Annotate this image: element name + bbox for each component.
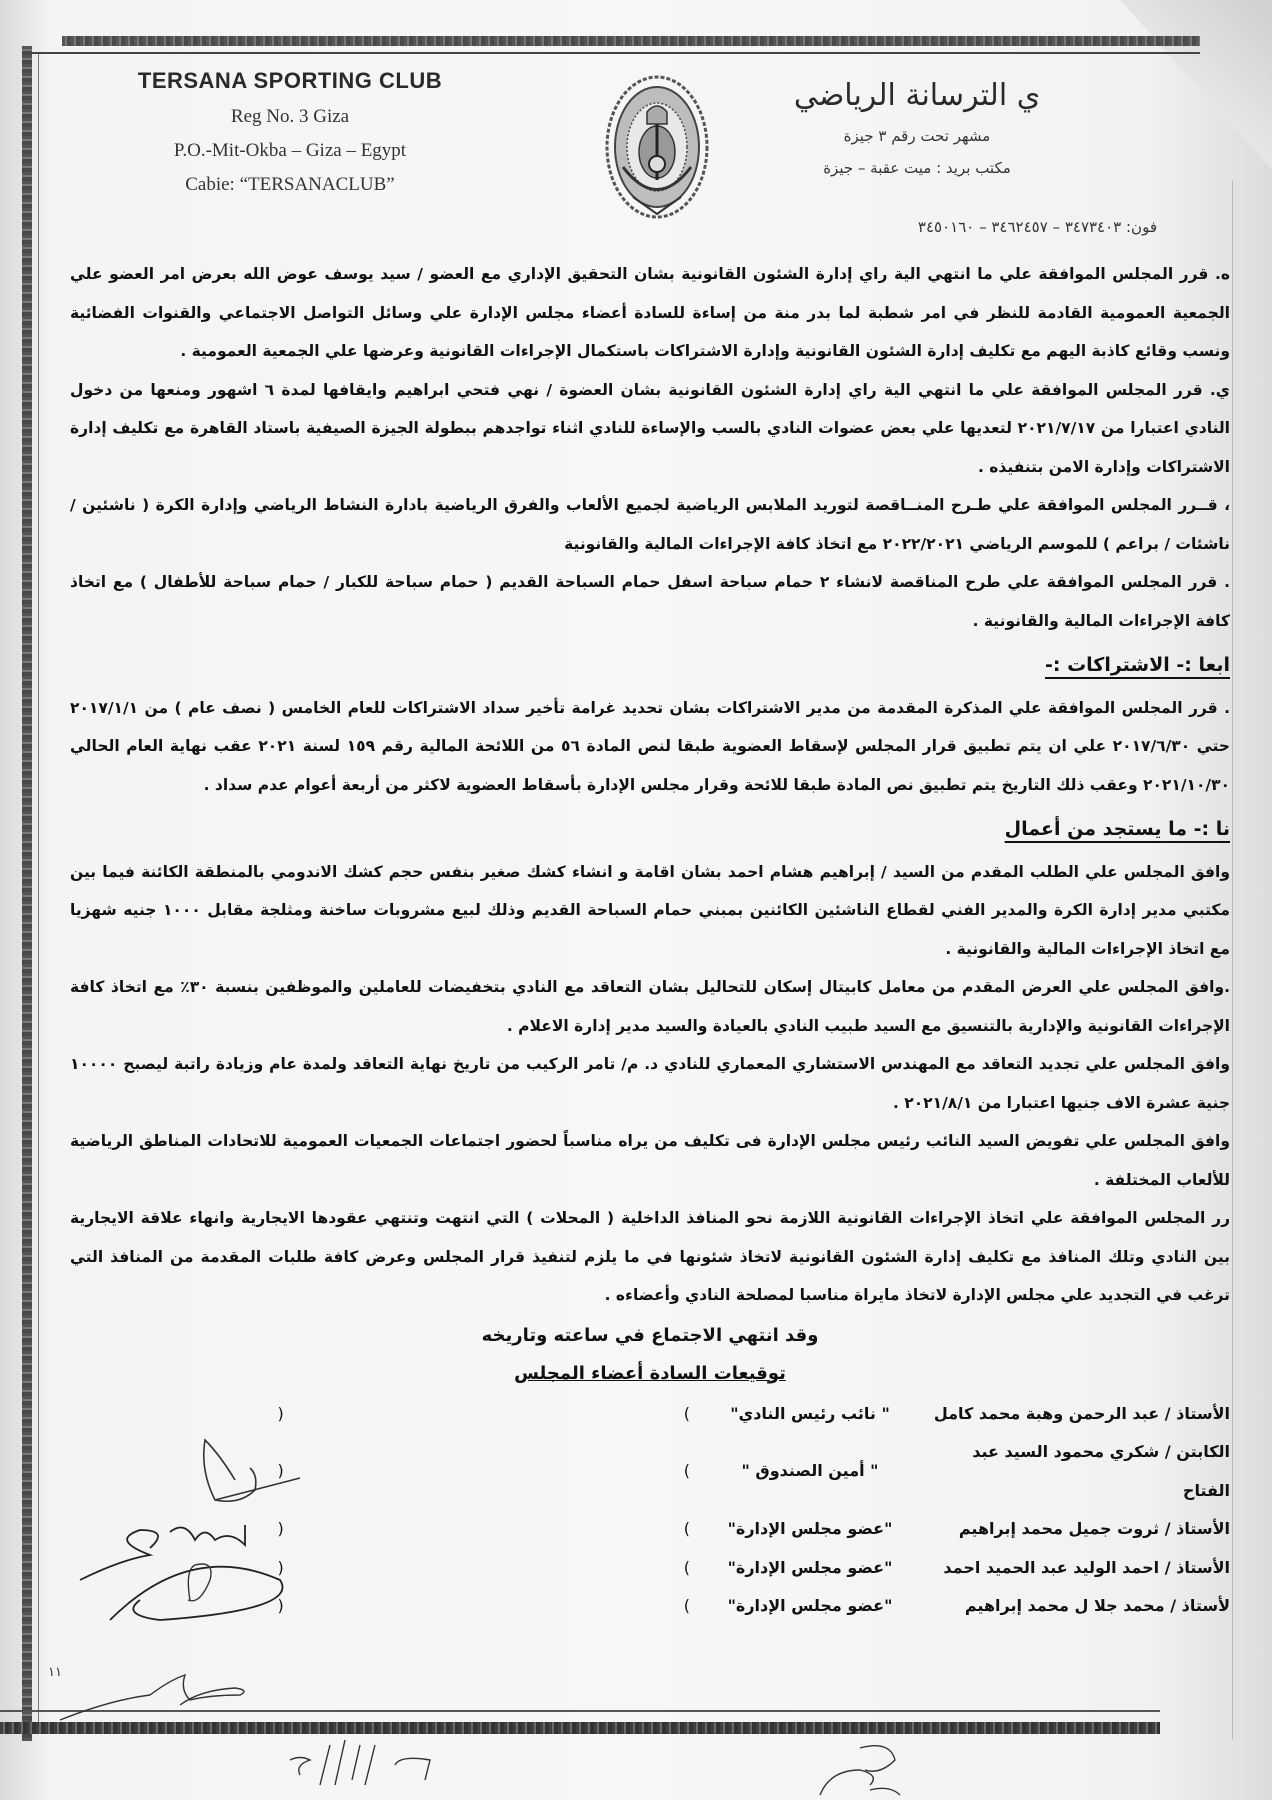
frame-bottom-thin [0, 1710, 1160, 1712]
signature-5-icon [290, 1740, 430, 1785]
frame-left-thick [22, 46, 32, 1741]
registration-ar: مشهر تحت رقم ٣ جيزة [843, 127, 991, 145]
page-number: ١١ [48, 1665, 62, 1680]
signatory-role: " نائب رئيس النادي" [730, 1403, 890, 1423]
signatory-name: الكابتن / شكري محمود السيد عبد الفتاح [972, 1442, 1230, 1500]
frame-top-thick [62, 36, 1200, 46]
cable-en: Cabie: “TERSANACLUB” [185, 174, 395, 195]
registration-en: Reg No. 3 Giza [230, 106, 350, 127]
signatory-name: لأستاذ / محمد جلا ل محمد إبراهيم [964, 1596, 1230, 1615]
signatory-role: " أمين الصندوق " [741, 1461, 879, 1481]
letterhead-english [90, 68, 490, 196]
signature-field: )( [277, 1519, 690, 1538]
signature-4-icon [60, 1675, 244, 1720]
club-name-en: TERSANA SPORTING CLUB [137, 68, 443, 93]
frame-top-thin [30, 52, 1200, 54]
resolution-8: . قرر المجلس الموافقة علي طرح المناقصة لانشاء ٢ حمام سباحة اسفل حمام السباحة القديم ( حمام سباحة للكبار / حمام سباحة للأطفال ) مع اتخاذ كافة الإجراءات المالية والقانونية . [70, 573, 1230, 630]
page-curl [1082, 0, 1272, 170]
resolution-6: ي. قرر المجلس الموافقة علي ما انتهي الية راي إدارة الشئون القانونية بشان العضوة / نهي فتحي ابراهيم وايقافها لمدة ٦ اشهور ومنعها من دخول النادي اعتبارا من ٢٠٢١/٧/١٧ لتعديها علي بعض عضوات النادي بالسب والإساءة للنادي اثناء تواجدهم ببطولة الجيزة الصيفية باستاد القاهرة مع تكليف إدارة الاشتراكات وإدارة الامن بتنفيذه . [70, 380, 1230, 476]
address-en: P.O.-Mit-Okba – Giza – Egypt [173, 140, 407, 161]
signatory-row [120, 1587, 1230, 1626]
section-heading-new-business: نا :- ما يستجد من أعمال [1004, 818, 1230, 840]
signature-field: )( [277, 1461, 690, 1481]
signatory-role: "عضو مجلس الإدارة" [727, 1519, 893, 1538]
signature-field: )( [277, 1596, 690, 1615]
signatory-name: الأستاذ / احمد الوليد عبد الحميد احمد [943, 1557, 1230, 1577]
frame-bottom-thick [0, 1722, 1160, 1734]
minutes-body [70, 255, 1230, 1626]
club-name-ar: ي الترسانة الرياضي [793, 78, 1041, 113]
signatory-role: "عضو مجلس الإدارة" [727, 1596, 893, 1615]
resolution-architect-contract: وافق المجلس علي تجديد التعاقد مع المهندس الاستشاري المعماري للنادي د. م/ تامر الركيب من تاريخ نهاية التعاقد ولمدة عام وزيادة راتبة ليصبح ١٠٠٠٠ جنية عشرة الاف جنيها اعتبارا من ٢٠٢١/٨/١ . [70, 1055, 1230, 1112]
signatory-row [120, 1395, 1230, 1434]
meeting-closing: وقد انتهي الاجتماع في ساعته وتاريخه [481, 1324, 819, 1346]
frame-right-thin [1232, 180, 1233, 1740]
letterhead-arabic [737, 78, 1097, 177]
signatory-row [120, 1549, 1230, 1588]
resolution-subscriptions: . قرر المجلس الموافقة علي المذكرة المقدمة من مدير الاشتراكات بشان تحديد غرامة تأخير سداد الاشتراكات للعام الخامس ( نصف عام ) من ٢٠١٧/١/١ حتي ٢٠١٧/٦/٣٠ علي ان يتم تطبيق قرار المجلس لإسقاط العضوية طبقا لنص المادة ٥٦ من اللائحة المالية رقم ١٥٩ لسنة ٢٠٢١ عقب نهاية العام الحالي ٢٠٢١/١٠/٣٠ وعقب ذلك التاريخ يتم تطبيق نص المادة طبقا للائحة وقرار مجلس الإدارة بأسقاط العضوية لاكثر من أربعة أعوام عدم سداد . [70, 698, 1230, 794]
signatory-row [120, 1433, 1230, 1510]
frame-left-thin [38, 54, 39, 1734]
signatures-title: توقيعات السادة أعضاء المجلس [514, 1362, 786, 1384]
signatory-role: "عضو مجلس الإدارة" [727, 1557, 893, 1577]
section-heading-subscriptions: ابعا :- الاشتراكات :- [1044, 654, 1230, 676]
signatory-name: الأستاذ / ثروت جميل محمد إبراهيم [958, 1519, 1230, 1538]
signature-6-icon [820, 1746, 900, 1795]
resolution-7: ، قــرر المجلس الموافقة علي طـرح المنــاقصة لتوريد الملابس الرياضية لجميع الألعاب والفرق الرياضية بادارة النشاط الرياضي وإدارة الكرة ( ناشئين / ناشئات / براعم ) للموسم الرياضي ٢٠٢٢/٢٠٢١ مع اتخاذ كافة الإجراءات المالية والقانونية [70, 496, 1230, 553]
resolution-lab-discount: .وافق المجلس علي العرض المقدم من معامل كابيتال إسكان للتحاليل بشان التعاقد مع النادي بتخفيضات للعاملين والموظفين بنسبة ٣٠٪ مع اتخاذ كافة الإجراءات القانونية والإدارية بالتنسيق مع السيد طبيب النادي بالعيادة والسيد مدير إدارة الاعلام . [70, 978, 1230, 1035]
address-ar: مكتب بريد : ميت عقبة – جيزة [823, 159, 1011, 177]
resolution-5: ه. قرر المجلس الموافقة علي ما انتهي الية راي إدارة الشئون القانونية بشان التحقيق الإداري مع العضو / سيد يوسف عوض الله بعرض امر العضو علي الجمعية العمومية القادمة للنظر في امر شطبة لما بدر منة من إساءة للسادة أعضاء مجلس الإدارة علي وسائل التواصل الاجتماعي والقنوات الفضائية ونسب وقائع كاذبة اليهم مع تكليف إدارة الشئون القانونية وإدارة الاشتراكات باستكمال الإجراءات القانونية وعرضها علي الجمعية العمومية . [70, 265, 1230, 360]
signatory-name: الأستاذ / عبد الرحمن وهبة محمد كامل [933, 1403, 1230, 1423]
club-emblem-icon [603, 72, 711, 222]
signature-field: )( [277, 1557, 690, 1577]
resolution-delegation: وافق المجلس علي تفويض السيد النائب رئيس مجلس الإدارة فى تكليف من يراه مناسباً لحضور اجتماعات الجمعيات العمومية للاتحادات المناطق الرياضية للألعاب المختلفة . [70, 1132, 1230, 1189]
signatories-table [120, 1395, 1230, 1626]
resolution-shops: رر المجلس الموافقة علي اتخاذ الإجراءات القانونية اللازمة نحو المنافذ الداخلية ( المحلات ) التي انتهت وتنتهي عقودها الايجارية وانهاء علاقة الايجارية بين النادي وتلك المنافذ مع تكليف إدارة الشئون القانونية لاتخاذ شئونها في ما يلزم لتنفيذ قرار المجلس وعرض كافة طلبات المقدمة من المنافذ التي ترغب في التجديد علي مجلس الإدارة لاتخاذ مايراة مناسبا لمصلحة النادي وأعضاءه . [70, 1209, 1230, 1304]
signatory-row [120, 1510, 1230, 1549]
signature-field: )( [277, 1403, 690, 1423]
resolution-kiosk: وافق المجلس علي الطلب المقدم من السيد / إبراهيم هشام احمد بشان اقامة و انشاء كشك صغير بنفس حجم كشك الاندومي بالمنطقة الكائنة فيما بين مكتبي مدير إدارة الكرة والمدير الفني لقطاع الناشئين الكائنين بمبني حمام السباحة القديم وذلك لبيع مشروبات ساخنة ومثلجة مقابل ١٠٠٠ جنيه شهزيا مع اتخاذ الإجراءات المالية والقانونية . [70, 862, 1231, 958]
phone-ar: فون: ٣٤٧٣٤٠٣ – ٣٤٦٢٤٥٧ – ٣٤٥٠١٦٠ [917, 218, 1157, 236]
